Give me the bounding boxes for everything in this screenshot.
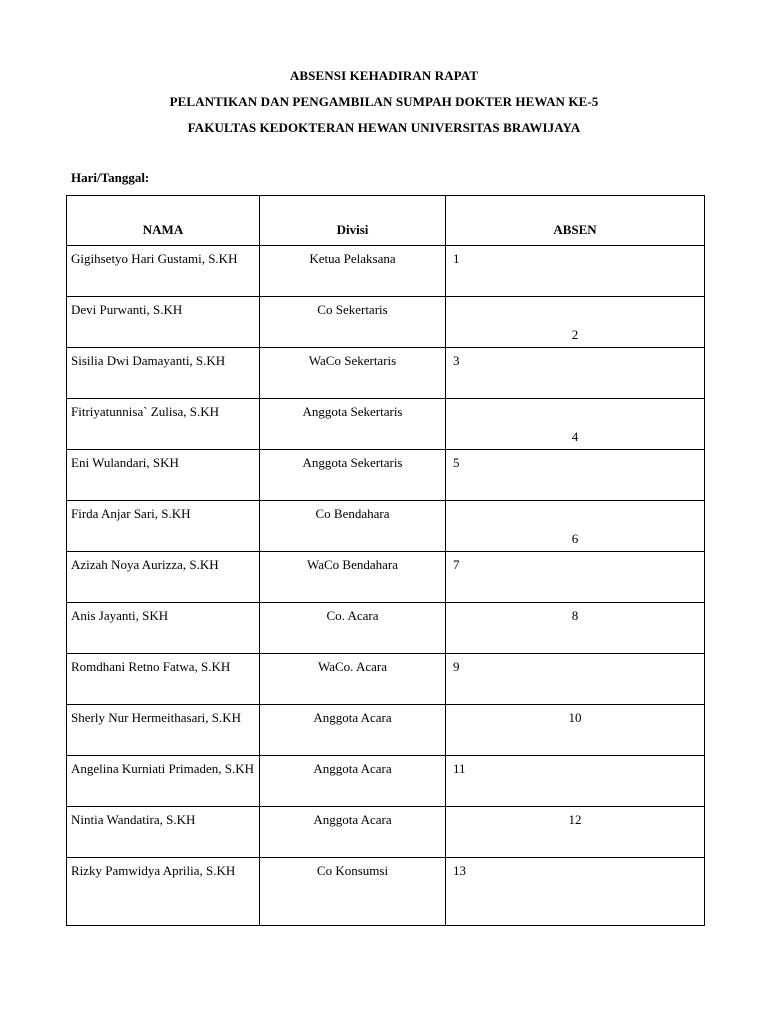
cell-divisi: Anggota Sekertaris bbox=[260, 399, 446, 450]
table-row bbox=[67, 654, 705, 705]
cell-nama: Devi Purwanti, S.KH bbox=[67, 297, 260, 348]
cell-absen: 12 bbox=[446, 807, 705, 858]
cell-nama: Gigihsetyo Hari Gustami, S.KH bbox=[67, 246, 260, 297]
title-line-3: FAKULTAS KEDOKTERAN HEWAN UNIVERSITAS BRAWIJAYA bbox=[187, 120, 581, 135]
table-header-row bbox=[67, 196, 705, 246]
cell-divisi: Anggota Acara bbox=[260, 705, 446, 756]
cell-nama: Angelina Kurniati Primaden, S.KH bbox=[67, 756, 260, 807]
cell-nama: Firda Anjar Sari, S.KH bbox=[67, 501, 260, 552]
date-label: Hari/Tanggal: bbox=[71, 170, 150, 185]
table-row bbox=[67, 399, 705, 450]
column-header-absen: ABSEN bbox=[446, 196, 705, 246]
cell-absen: 8 bbox=[446, 603, 705, 654]
cell-divisi: WaCo. Acara bbox=[260, 654, 446, 705]
cell-divisi: Anggota Acara bbox=[260, 756, 446, 807]
cell-absen: 4 bbox=[446, 399, 705, 450]
cell-absen: 6 bbox=[446, 501, 705, 552]
column-header-divisi: Divisi bbox=[260, 196, 446, 246]
cell-divisi: Anggota Sekertaris bbox=[260, 450, 446, 501]
table-row bbox=[67, 297, 705, 348]
cell-absen: 9 bbox=[446, 654, 705, 705]
cell-absen: 11 bbox=[446, 756, 705, 807]
table-row bbox=[67, 705, 705, 756]
cell-divisi: Ketua Pelaksana bbox=[260, 246, 446, 297]
table-row bbox=[67, 501, 705, 552]
cell-absen: 13 bbox=[446, 858, 705, 926]
cell-nama: Romdhani Retno Fatwa, S.KH bbox=[67, 654, 260, 705]
cell-divisi: WaCo Sekertaris bbox=[260, 348, 446, 399]
cell-nama: Eni Wulandari, SKH bbox=[67, 450, 260, 501]
cell-absen: 3 bbox=[446, 348, 705, 399]
column-header-nama: NAMA bbox=[67, 196, 260, 246]
cell-nama: Fitriyatunnisa` Zulisa, S.KH bbox=[67, 399, 260, 450]
cell-absen: 5 bbox=[446, 450, 705, 501]
cell-absen: 7 bbox=[446, 552, 705, 603]
cell-divisi: WaCo Bendahara bbox=[260, 552, 446, 603]
cell-nama: Anis Jayanti, SKH bbox=[67, 603, 260, 654]
cell-divisi: Co Konsumsi bbox=[260, 858, 446, 926]
title-line-2: PELANTIKAN DAN PENGAMBILAN SUMPAH DOKTER HEWAN KE-5 bbox=[169, 94, 599, 109]
cell-divisi: Co Bendahara bbox=[260, 501, 446, 552]
cell-divisi: Anggota Acara bbox=[260, 807, 446, 858]
cell-nama: Nintia Wandatira, S.KH bbox=[67, 807, 260, 858]
table-row bbox=[67, 450, 705, 501]
table-row bbox=[67, 552, 705, 603]
cell-absen: 1 bbox=[446, 246, 705, 297]
cell-divisi: Co Sekertaris bbox=[260, 297, 446, 348]
cell-nama: Azizah Noya Aurizza, S.KH bbox=[67, 552, 260, 603]
cell-nama: Sisilia Dwi Damayanti, S.KH bbox=[67, 348, 260, 399]
cell-nama: Sherly Nur Hermeithasari, S.KH bbox=[67, 705, 260, 756]
table-row bbox=[67, 246, 705, 297]
title-line-1: ABSENSI KEHADIRAN RAPAT bbox=[289, 68, 479, 83]
cell-divisi: Co. Acara bbox=[260, 603, 446, 654]
cell-absen: 2 bbox=[446, 297, 705, 348]
cell-absen: 10 bbox=[446, 705, 705, 756]
table-row bbox=[67, 348, 705, 399]
table-row bbox=[67, 858, 705, 926]
cell-nama: Rizky Pamwidya Aprilia, S.KH bbox=[67, 858, 260, 926]
attendance-table bbox=[66, 195, 705, 926]
table-row bbox=[67, 756, 705, 807]
table-row bbox=[67, 603, 705, 654]
table-row bbox=[67, 807, 705, 858]
